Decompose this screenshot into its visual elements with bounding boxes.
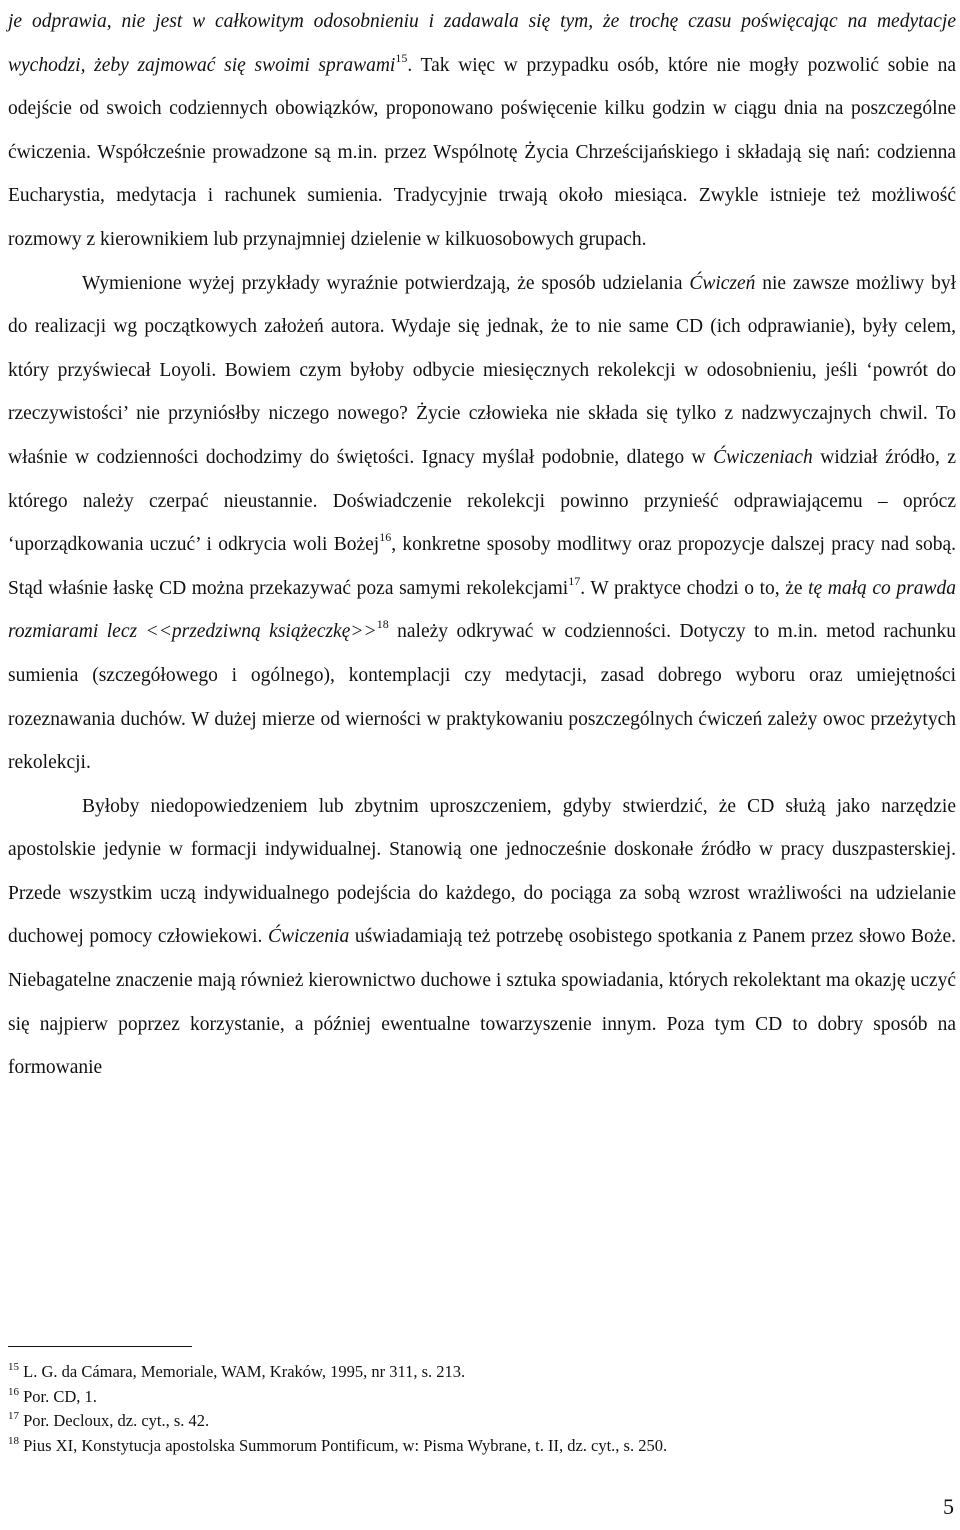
text-run: Byłoby niedopowiedzeniem lub zbytnim uproszczeniem, gdyby stwierdzić, że CD służą jako narzędzie apostolskie jedynie w formacji indywidualnej. Stanowią one jednocześnie doskonałe źródło w pracy duszpasterskiej. Przede wszystkim uczą indywidualnego podejścia do każdego, do pociąga za sobą wzrost wrażliwości na udzielanie duchowej pomocy człowiekowi.: [8, 795, 956, 948]
italic-run: Ćwiczeń: [689, 272, 756, 294]
text-run: należy odkrywać w codzienności. Dotyczy to m.in. metod rachunku sumienia (szczegółowego i ogólnego), kontemplacji czy medytacji, zasad dobrego wyboru oraz umiejętności rozeznawania duchów. W dużej mierze od wierności w praktykowaniu poszczególnych ćwiczeń zależy owoc przeżytych rekolekcji.: [8, 621, 956, 774]
page-number: 5: [943, 1494, 954, 1519]
footnote-number: 15: [8, 1361, 19, 1373]
italic-run: Ćwiczenia: [267, 926, 350, 948]
paragraph-3: [8, 785, 956, 1090]
footnote-text: Pius XI, Konstytucja apostolska Summorum Pontificum, w: Pisma Wybrane, t. II, dz. cyt., s. 250.: [23, 1435, 668, 1455]
text-run: nie zawsze możliwy był do realizacji wg początkowych założeń autora. Wydaje się jednak, że to nie same CD (ich odprawianie), były celem, który przyświecał Loyoli. Bowiem czym byłoby odbycie miesięcznych rekolekcji w odosobnieniu, jeśli ‘powrót do rzeczywistości’ nie przyniósłby niczego nowego? Życie człowieka nie składa się tylko z nadzwyczajnych chwil. To właśnie w codzienności dochodzimy do świętości. Ignacy myślał podobnie, dlatego w: [8, 272, 956, 468]
italic-run: je odprawia, nie jest w całkowitym odosobnieniu i zadawala się tym, że trochę czasu poświęcając na medytacje wychodzi, żeby zajmować się swoimi sprawami: [8, 11, 956, 76]
footnote-text: Por. Decloux, dz. cyt., s. 42.: [23, 1411, 210, 1430]
text-run: widział źródło, z którego należy czerpać nieustannie. Doświadczenie rekolekcji powinno przynieść odprawiającemu – oprócz ‘uporządkowania uczuć’ i odkrycia woli Bożej: [8, 446, 957, 556]
text-run: . W praktyce chodzi o to, że: [580, 577, 809, 599]
footnote-17: [8, 1409, 956, 1434]
italic-run: tę małą co prawda rozmiarami lecz <<przedziwną książeczkę>>: [8, 577, 956, 643]
paragraph-1: [8, 0, 956, 262]
footnote-ref-15: 15: [395, 50, 408, 65]
footnote-15: [8, 1360, 956, 1385]
footnote-ref-16: 16: [379, 530, 392, 545]
footnote-ref-18: 18: [376, 617, 389, 632]
footnote-ref-17: 17: [568, 573, 581, 588]
footnote-separator: [8, 1346, 192, 1347]
text-run: . Tak więc w przypadku osób, które nie mogły pozwolić sobie na odejście od swoich codziennych obowiązków, proponowano poświęcenie kilku godzin w ciągu dnia na poszczególne ćwiczenia. Współcześnie prowadzone są m.in. przez Wspólnotę Życia Chrześcijańskiego i składają się nań: codzienna Eucharystia, medytacja i rachunek sumienia. Tradycyjnie trwają około miesiąca. Zwykle istnieje też możliwość rozmowy z kierownikiem lub przynajmniej dzielenie w kilkuosobowych grupach.: [8, 54, 956, 250]
body-text: [8, 0, 956, 1090]
footnote-number: 16: [8, 1385, 19, 1398]
text-run: uświadamiają też potrzebę osobistego spotkania z Panem przez słowo Boże. Niebagatelne znaczenie mają również kierownictwo duchowe i sztuka spowiadania, których rekolektant ma okazję uczyć się najpierw poprzez korzystanie, a później ewentualne towarzyszenie innym. Poza tym CD to dobry sposób na formowanie: [8, 926, 956, 1079]
text-run: , konkretne sposoby modlitwy oraz propozycje dalszej pracy nad sobą. Stąd właśnie łaskę CD można przekazywać poza samymi rekolekcjami: [8, 534, 956, 599]
text-run: Wymienione wyżej przykłady wyraźnie potwierdzają, że sposób udzielania: [82, 272, 690, 294]
footnote-number: 17: [8, 1410, 19, 1422]
footnote-18: [8, 1434, 956, 1459]
footnote-text: L. G. da Cámara, Memoriale, WAM, Kraków, 1995, nr 311, s. 213.: [23, 1362, 466, 1381]
footnote-16: [8, 1385, 956, 1410]
paragraph-2: [8, 262, 956, 785]
footnote-text: Por. CD, 1.: [23, 1386, 97, 1406]
footnotes: [8, 1360, 956, 1458]
footnote-number: 18: [8, 1434, 19, 1447]
italic-run: Ćwiczeniach: [713, 446, 813, 468]
